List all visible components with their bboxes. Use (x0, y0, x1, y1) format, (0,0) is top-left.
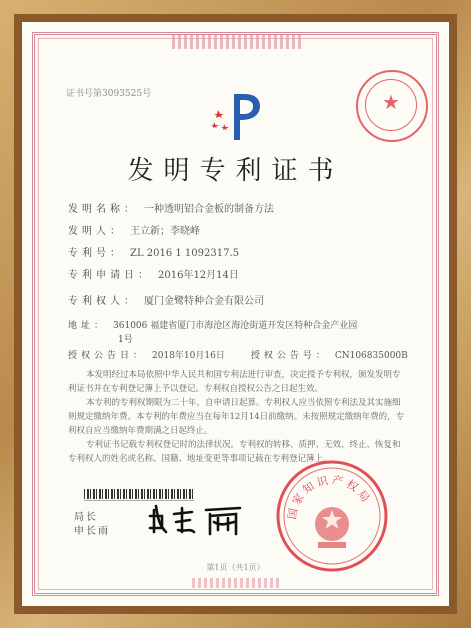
small-red-stamp (356, 70, 428, 142)
field-value: CN106835000B (334, 351, 408, 361)
field-invention-name (68, 200, 274, 215)
field-label: 授权公告号： (250, 351, 329, 361)
seal-text: 国家知识产权局 (285, 473, 374, 521)
body-paragraph: 专利证书记载专利权登记时的法律状况。专利权的转移、质押、无效、终止、恢复和专利权人的姓名或名称、国籍、地址变更等事项记载在专利登记簿上。 (68, 440, 401, 464)
field-label: 发明名称： (68, 204, 138, 215)
barcode (84, 489, 194, 499)
certificate-paper (22, 22, 449, 606)
field-patentee (68, 292, 264, 307)
official-red-seal (274, 458, 390, 574)
director-title: 局长 (74, 512, 98, 523)
patent-office-logo-icon (210, 88, 266, 144)
field-value: 厦门金鹭特种合金有限公司 (144, 296, 264, 307)
body-paragraph: 本专利的专利权期限为二十年，自申请日起算。专利权人应当依照专利法及其实施细则规定缴纳年费。本专利的年费应当在每年12月14日前缴纳。未按照规定缴纳年费的，专利权自应当缴纳年费期满之日起终止。 (68, 398, 405, 436)
field-label: 专利申请日： (68, 270, 152, 281)
field-value: 361006 福建省厦门市海沧区海沧街道开发区特种合金产业园 (113, 321, 358, 331)
certificate-number: 证书号第3093525号 (66, 89, 152, 99)
director-name-print: 申长雨 (74, 526, 110, 537)
director-signature (148, 502, 248, 536)
field-value: 2016年12月14日 (158, 270, 239, 281)
field-value: 王立新；李晓峰 (130, 226, 200, 237)
field-inventor (68, 222, 200, 237)
field-label: 专利权人： (68, 296, 138, 307)
field-patent-number (68, 244, 239, 259)
top-ornament (172, 35, 302, 49)
certificate-title: 发明专利证书 (127, 156, 344, 186)
field-label: 地址： (68, 321, 108, 331)
field-address (68, 318, 357, 331)
field-grant-date (68, 348, 408, 361)
field-address-line2: 1号 (118, 335, 133, 345)
page-number: 第1页（共1页） (206, 563, 265, 572)
field-label: 发明人： (68, 226, 124, 237)
field-label: 授权公告日： (68, 351, 147, 361)
field-application-date (68, 266, 239, 281)
stamp-star-icon: ★ (382, 90, 400, 114)
field-value: 2018年10月16日 (152, 351, 225, 361)
barcode-underline (84, 500, 194, 501)
field-label: 专利号： (68, 248, 124, 259)
bottom-ornament (192, 578, 282, 588)
field-value: ZL 2016 1 1092317.5 (130, 248, 240, 259)
certificate-body-text (68, 368, 408, 466)
body-paragraph: 本发明经过本局依照中华人民共和国专利法进行审查，决定授予专利权，颁发发明专利证书并在专利登记簿上予以登记。专利权自授权公告之日起生效。 (68, 370, 401, 394)
field-value: 一种透明铝合金板的制备方法 (144, 204, 274, 215)
